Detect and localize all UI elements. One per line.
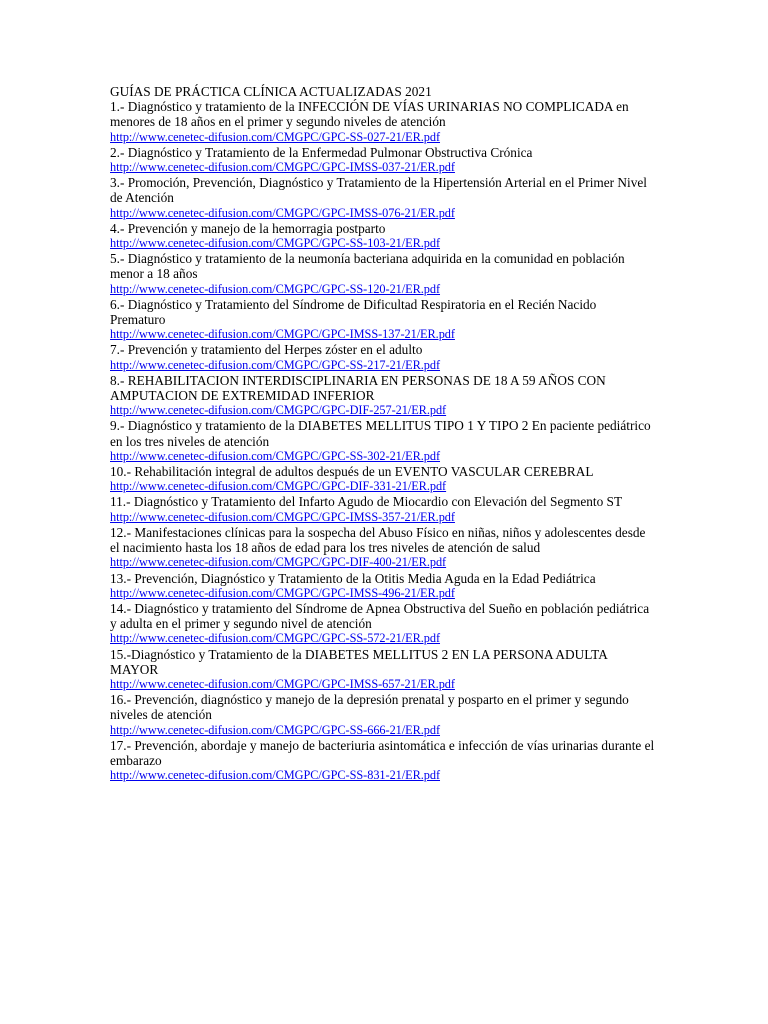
- guide-title: 1.- Diagnóstico y tratamiento de la INFECCIÓN DE VÍAS URINARIAS NO COMPLICADA en menores de 18 años en el primer y segundo niveles de atención: [110, 99, 629, 130]
- guide-entry: [110, 494, 655, 524]
- guide-entry: [110, 342, 655, 372]
- document-title: GUÍAS DE PRÁCTICA CLÍNICA ACTUALIZADAS 2021: [110, 84, 432, 99]
- guide-pdf-link[interactable]: http://www.cenetec-difusion.com/CMGPC/GPC-IMSS-076-21/ER.pdf: [110, 205, 455, 220]
- guide-entry: [110, 418, 655, 464]
- guide-entry: [110, 175, 655, 221]
- guide-pdf-link[interactable]: http://www.cenetec-difusion.com/CMGPC/GPC-DIF-257-21/ER.pdf: [110, 403, 447, 418]
- guide-entry: [110, 571, 655, 601]
- guide-pdf-link[interactable]: http://www.cenetec-difusion.com/CMGPC/GPC-SS-666-21/ER.pdf: [110, 722, 441, 737]
- guide-pdf-link[interactable]: http://www.cenetec-difusion.com/CMGPC/GPC-SS-302-21/ER.pdf: [110, 448, 441, 463]
- guide-title: 4.- Prevención y manejo de la hemorragia postparto: [110, 220, 386, 236]
- guide-entry: [110, 373, 655, 419]
- guide-entry: [110, 145, 655, 175]
- guide-title: 7.- Prevención y tratamiento del Herpes zóster en el adulto: [110, 342, 423, 358]
- guide-title: 6.- Diagnóstico y Tratamiento del Síndrome de Dificultad Respiratoria en el Recién Nacido Prematuro: [110, 296, 597, 328]
- guide-pdf-link[interactable]: http://www.cenetec-difusion.com/CMGPC/GPC-IMSS-137-21/ER.pdf: [110, 327, 455, 342]
- guide-pdf-link[interactable]: http://www.cenetec-difusion.com/CMGPC/GPC-SS-120-21/ER.pdf: [110, 281, 441, 296]
- guide-pdf-link[interactable]: http://www.cenetec-difusion.com/CMGPC/GPC-SS-103-21/ER.pdf: [110, 236, 441, 251]
- guide-pdf-link[interactable]: http://www.cenetec-difusion.com/CMGPC/GPC-IMSS-357-21/ER.pdf: [110, 509, 455, 524]
- guide-entry: [110, 647, 655, 693]
- guide-entry: [110, 692, 655, 738]
- guide-pdf-link[interactable]: http://www.cenetec-difusion.com/CMGPC/GPC-IMSS-496-21/ER.pdf: [110, 585, 455, 600]
- guide-title: 12.- Manifestaciones clínicas para la sospecha del Abuso Físico en niñas, niños y adolescentes desde el nacimiento hasta los 18 años de edad para los tres niveles de atención de salud: [110, 524, 646, 556]
- guide-title: 3.- Promoción, Prevención, Diagnóstico y Tratamiento de la Hipertensión Arterial en el Primer Nivel de Atención: [110, 175, 647, 206]
- guide-title: 2.- Diagnóstico y Tratamiento de la Enfermedad Pulmonar Obstructiva Crónica: [110, 144, 533, 160]
- guide-entry: [110, 601, 655, 647]
- guide-title: 10.- Rehabilitación integral de adultos después de un EVENTO VASCULAR CEREBRAL: [110, 464, 594, 480]
- guide-title: 16.- Prevención, diagnóstico y manejo de la depresión prenatal y posparto en el primer y segundo niveles de atención: [110, 692, 629, 723]
- guide-title: 14.- Diagnóstico y tratamiento del Síndrome de Apnea Obstructiva del Sueño en población pediátrica y adulta en el primer y segundo nivel de atención: [110, 600, 650, 632]
- document-page: [110, 84, 655, 783]
- guide-entry: [110, 738, 655, 784]
- guide-entry: [110, 297, 655, 343]
- guide-list: [110, 99, 655, 783]
- guide-pdf-link[interactable]: http://www.cenetec-difusion.com/CMGPC/GPC-SS-831-21/ER.pdf: [110, 768, 441, 783]
- guide-entry: [110, 525, 655, 571]
- guide-pdf-link[interactable]: http://www.cenetec-difusion.com/CMGPC/GPC-IMSS-037-21/ER.pdf: [110, 160, 455, 175]
- guide-entry: [110, 221, 655, 251]
- guide-pdf-link[interactable]: http://www.cenetec-difusion.com/CMGPC/GPC-DIF-400-21/ER.pdf: [110, 555, 447, 570]
- guide-entry: [110, 464, 655, 494]
- guide-entry: [110, 99, 655, 145]
- guide-title: 9.- Diagnóstico y tratamiento de la DIABETES MELLITUS TIPO 1 Y TIPO 2 En paciente pediátrico en los tres niveles de atención: [110, 418, 651, 449]
- guide-title: 13.- Prevención, Diagnóstico y Tratamiento de la Otitis Media Aguda en la Edad Pediátrica: [110, 570, 596, 586]
- guide-pdf-link[interactable]: http://www.cenetec-difusion.com/CMGPC/GPC-SS-217-21/ER.pdf: [110, 357, 441, 372]
- guide-entry: [110, 251, 655, 297]
- guide-pdf-link[interactable]: http://www.cenetec-difusion.com/CMGPC/GPC-DIF-331-21/ER.pdf: [110, 479, 447, 494]
- guide-title: 8.- REHABILITACION INTERDISCIPLINARIA EN PERSONAS DE 18 A 59 AÑOS CON AMPUTACION DE EXTREMIDAD INFERIOR: [110, 372, 606, 404]
- guide-title: 11.- Diagnóstico y Tratamiento del Infarto Agudo de Miocardio con Elevación del Segmento ST: [110, 494, 623, 510]
- guide-pdf-link[interactable]: http://www.cenetec-difusion.com/CMGPC/GPC-IMSS-657-21/ER.pdf: [110, 676, 455, 691]
- guide-title: 5.- Diagnóstico y tratamiento de la neumonía bacteriana adquirida en la comunidad en población menor a 18 años: [110, 251, 625, 282]
- guide-pdf-link[interactable]: http://www.cenetec-difusion.com/CMGPC/GPC-SS-027-21/ER.pdf: [110, 129, 441, 144]
- guide-title: 17.- Prevención, abordaje y manejo de bacteriuria asintomática e infección de vías urinarias durante el embarazo: [110, 737, 655, 768]
- guide-title: 15.-Diagnóstico y Tratamiento de la DIABETES MELLITUS 2 EN LA PERSONA ADULTA MAYOR: [110, 646, 608, 677]
- guide-pdf-link[interactable]: http://www.cenetec-difusion.com/CMGPC/GPC-SS-572-21/ER.pdf: [110, 631, 441, 646]
